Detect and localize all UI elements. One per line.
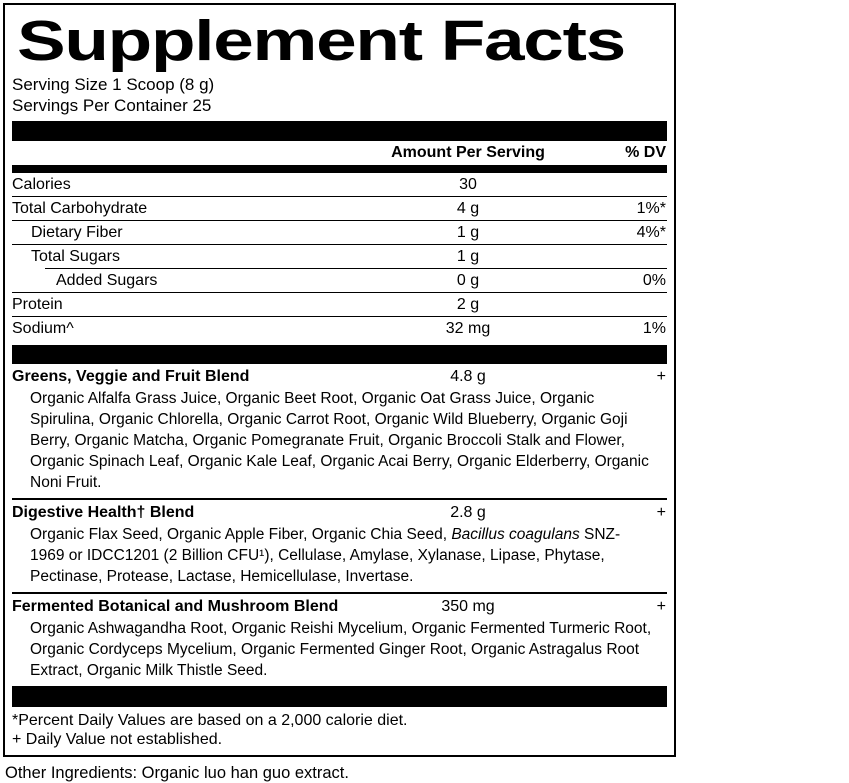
ingredients-text: SNZ-1969 or IDCC1201 (2 Billion CFU¹), Cellulase, Amylase, Xylanase, Lipase, Phytase, Pectinase, Protease, Lactase, Hemicellulase, Invertase. <box>30 526 621 585</box>
nutrient-dv: 0% <box>642 272 666 289</box>
blend-ingredients-greens: Organic Alfalfa Grass Juice, Organic Beet Root, Organic Oat Grass Juice, Organic Spirulina, Organic Chlorella, Organic Carrot Root, Organic Wild Blueberry, Organic Goji Berry, Organic Matcha, Organic Pomegranate Fruit, Organic Broccoli Stalk and Flower, Organic Spinach Leaf, Organic Kale Leaf, Organic Acai Berry, Organic Elderberry, Organic Noni Fruit. <box>30 390 649 491</box>
footnotes <box>12 711 667 749</box>
nutrient-amount: 1 g <box>456 248 480 265</box>
footnote-percent-dv: *Percent Daily Values are based on a 2,000 calorie diet. <box>12 712 408 729</box>
nutrient-name: Total Carbohydrate <box>12 200 148 217</box>
nutrient-row-dietary-fiber <box>12 221 667 244</box>
blend-row-fermented <box>12 594 667 617</box>
nutrient-amount: 30 <box>459 176 477 193</box>
nutrient-amount: 4 g <box>456 200 480 217</box>
blend-amount: 2.8 g <box>450 504 486 521</box>
nutrient-name: Calories <box>12 176 71 193</box>
blend-amount: 4.8 g <box>450 368 486 385</box>
thick-divider-bar <box>12 121 667 141</box>
thin-divider-bar <box>12 165 667 173</box>
nutrient-name: Dietary Fiber <box>31 224 123 241</box>
nutrient-name: Added Sugars <box>56 272 158 289</box>
nutrient-name: Total Sugars <box>31 248 120 265</box>
ingredients-species-italic: Bacillus coagulans <box>451 526 580 543</box>
label-title: Supplement Facts <box>17 9 625 73</box>
nutrient-amount: 1 g <box>456 224 480 241</box>
nutrient-name: Sodium^ <box>12 320 74 337</box>
nutrient-dv: 1% <box>642 320 666 337</box>
blend-ingredients-digestive <box>30 524 653 587</box>
blend-dv: + <box>656 504 666 521</box>
thick-divider-bar <box>12 686 667 707</box>
serving-size: Serving Size 1 Scoop (8 g) <box>12 75 215 94</box>
nutrient-row-protein <box>12 293 667 316</box>
blend-name: Fermented Botanical and Mushroom Blend <box>12 598 339 615</box>
blend-dv: + <box>656 368 666 385</box>
footnote-dv-not-established: + Daily Value not established. <box>12 731 223 748</box>
blend-name: Greens, Veggie and Fruit Blend <box>12 368 250 385</box>
nutrient-row-calories <box>12 173 667 196</box>
amount-per-serving-header: Amount Per Serving <box>391 144 545 161</box>
column-header-row <box>12 141 667 165</box>
nutrient-row-total-carbohydrate <box>12 197 667 220</box>
nutrient-name: Protein <box>12 296 63 313</box>
supplement-facts-label <box>3 3 676 757</box>
blend-row-digestive <box>12 500 667 523</box>
nutrient-amount: 0 g <box>456 272 480 289</box>
percent-dv-header: % DV <box>625 144 666 161</box>
nutrient-amount: 32 mg <box>445 320 491 337</box>
nutrient-row-total-sugars <box>12 245 667 268</box>
blend-row-greens <box>12 364 667 387</box>
nutrient-row-added-sugars <box>12 269 667 292</box>
other-ingredients: Other Ingredients: Organic luo han guo extract. <box>5 764 349 782</box>
blend-name: Digestive Health† Blend <box>12 504 195 521</box>
ingredients-text: Organic Flax Seed, Organic Apple Fiber, Organic Chia Seed, <box>30 526 452 543</box>
nutrient-amount: 2 g <box>456 296 480 313</box>
blend-ingredients-fermented: Organic Ashwagandha Root, Organic Reishi Mycelium, Organic Fermented Turmeric Root, Organic Cordyceps Mycelium, Organic Fermented Ginger Root, Organic Astragalus Root Extract, Organic Milk Thistle Seed. <box>30 620 652 679</box>
nutrient-row-sodium <box>12 317 667 340</box>
blend-amount: 350 mg <box>441 598 495 615</box>
nutrient-dv: 4%* <box>636 224 666 241</box>
blend-dv: + <box>656 598 666 615</box>
nutrient-dv: 1%* <box>636 200 666 217</box>
servings-per-container: Servings Per Container 25 <box>12 96 212 115</box>
thick-divider-bar <box>12 345 667 364</box>
